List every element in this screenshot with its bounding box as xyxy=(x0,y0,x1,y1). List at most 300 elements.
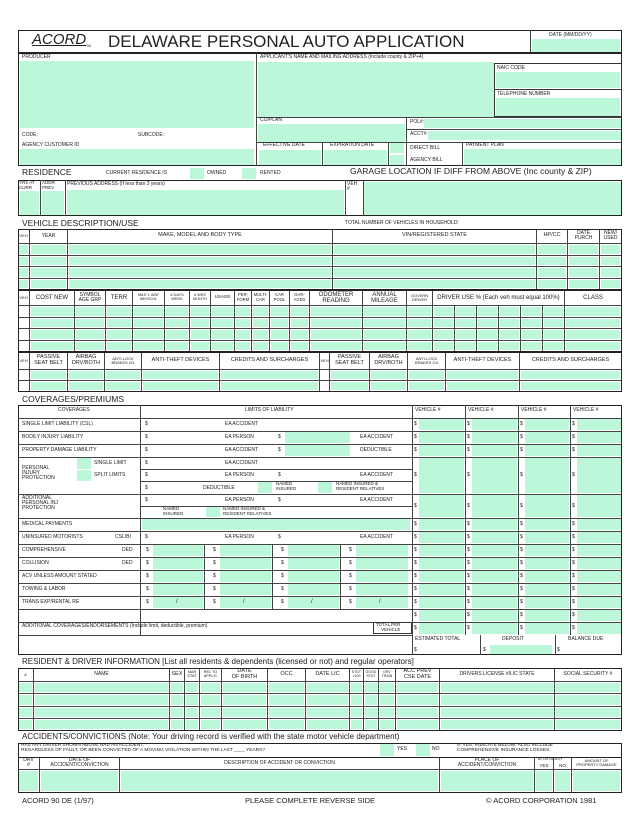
vehicle-number-header: VEHICLE # xyxy=(573,407,599,413)
agency-customer-id-field[interactable] xyxy=(20,149,254,165)
extra-vehicle-1-premium[interactable] xyxy=(419,610,464,621)
accident-no-checkbox[interactable] xyxy=(416,744,430,756)
form-id: ACORD 90 DE (1/97) xyxy=(22,796,94,805)
currency-symbol: $ xyxy=(520,472,523,478)
accident-header: DATE OF ACCIDENT/CONVICTION xyxy=(40,757,120,770)
divider xyxy=(340,544,341,557)
apip-named-insured-checkbox[interactable] xyxy=(206,507,220,517)
currency-symbol: $ xyxy=(414,612,417,618)
direct-bill-checkbox[interactable] xyxy=(390,143,404,153)
vehicle-safety-header: VEH xyxy=(18,352,30,370)
coverages-header: COVERAGES xyxy=(58,407,90,413)
addr-prev-field[interactable] xyxy=(42,191,64,215)
vehicle-use-header: COST NEW xyxy=(30,290,75,306)
towing-label: TOWING & LABOR xyxy=(22,586,66,592)
csl-vehicle-4-premium[interactable] xyxy=(577,419,621,430)
owned-label: OWNED xyxy=(207,170,227,176)
coll-vehicle-4-premium[interactable] xyxy=(577,558,621,569)
trans-limit-2-field[interactable] xyxy=(220,597,271,608)
driver-header: OCC xyxy=(268,668,306,682)
divider xyxy=(570,405,571,635)
currency-symbol: $ xyxy=(278,497,281,503)
total-per-vehicle-label: TOTAL PER VEHICLE xyxy=(376,622,401,632)
pol-field[interactable] xyxy=(424,119,621,128)
currency-symbol: $ xyxy=(349,573,352,579)
currency-symbol: $ xyxy=(278,447,281,453)
currency-symbol: $ xyxy=(520,447,523,453)
payment-plan-label: PAYMENT PLAN xyxy=(466,142,504,148)
trans-vehicle-1-premium[interactable] xyxy=(419,597,464,608)
currency-symbol: $ xyxy=(146,586,149,592)
currency-symbol: $ xyxy=(414,502,417,509)
accident-table xyxy=(18,757,622,793)
vehicle-use-header: # DAYS WEEK xyxy=(165,290,190,306)
med-vehicle-2-premium[interactable] xyxy=(472,519,517,530)
comp-limit-3-field[interactable] xyxy=(288,545,339,556)
pip-vehicle-1-premium[interactable] xyxy=(419,458,464,493)
bi-vehicle-4-premium[interactable] xyxy=(577,432,621,443)
towing-vehicle-2-premium[interactable] xyxy=(472,584,517,595)
pip-named-insured-relatives-checkbox[interactable] xyxy=(318,482,332,493)
driver-header: DATE OF BIRTH xyxy=(222,668,268,682)
vehicle-safety-header: VEH xyxy=(320,352,330,370)
drivers-title: RESIDENT & DRIVER INFORMATION [List all residents & dependents (licensed or not) and regular operators] xyxy=(22,657,414,666)
acv-limit-4-field[interactable] xyxy=(356,571,408,582)
extra-vehicle-4-premium[interactable] xyxy=(577,610,621,621)
divider xyxy=(388,142,389,166)
pip-split-limits-checkbox[interactable] xyxy=(77,470,91,481)
ea-accident-label: EA ACCIDENT xyxy=(225,421,259,427)
bi-vehicle-1-premium[interactable] xyxy=(419,432,464,443)
vehicle-safety-header: AIRBAG DRV/BOTH xyxy=(370,352,408,370)
currency-symbol: $ xyxy=(572,521,575,527)
currency-symbol: $ xyxy=(213,547,216,553)
divider xyxy=(340,557,341,570)
towing-limit-1-field[interactable] xyxy=(153,584,203,595)
ea-accident-label: EA ACCIDENT xyxy=(360,497,394,503)
divider xyxy=(256,142,622,143)
trademark: TM xyxy=(86,44,92,48)
divider xyxy=(340,596,341,609)
med-vehicle-1-premium[interactable] xyxy=(419,519,464,530)
driver-header: # xyxy=(18,668,34,682)
ea-person-label: EA PERSON xyxy=(225,534,254,540)
named-insured-label: NAMED INSURED xyxy=(276,481,297,491)
towing-vehicle-3-premium[interactable] xyxy=(525,584,569,595)
divider xyxy=(340,570,341,583)
currency-symbol: $ xyxy=(414,573,417,579)
currency-symbol: $ xyxy=(572,612,575,618)
currency-symbol: $ xyxy=(467,421,470,427)
coll-vehicle-1-premium[interactable] xyxy=(419,558,464,569)
pip-vehicle-3-premium[interactable] xyxy=(525,458,569,493)
bi-ea-accident-field[interactable] xyxy=(285,432,350,443)
expiration-date-field[interactable] xyxy=(324,150,387,165)
csl-vehicle-1-premium[interactable] xyxy=(419,419,464,430)
um-vehicle-1-premium[interactable] xyxy=(419,532,464,543)
coverages-title: COVERAGES/PREMIUMS xyxy=(22,394,125,404)
ea-accident-label: EA ACCIDENT xyxy=(360,534,394,540)
ea-accident-label: EA ACCIDENT xyxy=(360,434,394,440)
vehicle-description-header: VIN/REGISTERED STATE xyxy=(333,229,537,244)
divider xyxy=(272,557,273,570)
accident-header: YES xyxy=(535,757,554,770)
owned-checkbox[interactable] xyxy=(190,168,204,179)
direct-bill-label: DIRECT BILL xyxy=(410,145,441,151)
vehicle-description-header: DATE PURCH xyxy=(568,229,600,244)
currency-symbol: $ xyxy=(281,547,284,553)
divider xyxy=(204,596,205,609)
comp-vehicle-1-premium[interactable] xyxy=(419,545,464,556)
divider xyxy=(272,596,273,609)
towing-vehicle-1-premium[interactable] xyxy=(419,584,464,595)
apip-vehicle-4-premium[interactable] xyxy=(577,495,621,517)
comp-limit-4-field[interactable] xyxy=(356,545,408,556)
divider xyxy=(272,544,273,557)
naic-label: NAIC CODE xyxy=(497,65,525,71)
vehicle-description-header: YEAR xyxy=(30,229,68,244)
currency-symbol: $ xyxy=(349,599,352,605)
vehicle-safety-header: ANTI-THEFT DEVICES xyxy=(142,352,220,370)
deductible-label: DEDUCTIBLE xyxy=(203,485,235,491)
currency-symbol: $ xyxy=(467,447,470,453)
coll-limit-4-field[interactable] xyxy=(356,558,408,569)
vehicle-use-header: ANNUAL MILEAGE xyxy=(363,290,407,306)
divider xyxy=(322,142,323,166)
no-label: NO xyxy=(432,746,440,752)
coll-limit-1-field[interactable] xyxy=(153,558,203,569)
acct-label: ACCT#: xyxy=(410,131,428,137)
rented-checkbox[interactable] xyxy=(242,168,256,179)
coll-vehicle-3-premium[interactable] xyxy=(525,558,569,569)
acv-vehicle-4-premium[interactable] xyxy=(577,571,621,582)
currency-symbol: $ xyxy=(414,599,417,605)
towing-limit-2-field[interactable] xyxy=(220,584,271,595)
divider xyxy=(530,30,531,53)
pip-single-limit-checkbox[interactable] xyxy=(77,458,91,469)
naic-field[interactable] xyxy=(496,72,620,88)
towing-limit-3-field[interactable] xyxy=(288,584,339,595)
comp-vehicle-3-premium[interactable] xyxy=(525,545,569,556)
currency-symbol: $ xyxy=(414,547,417,553)
currency-symbol: $ xyxy=(572,599,575,605)
acord-logo: ACORD xyxy=(32,31,87,48)
rented-label: RENTED xyxy=(260,170,281,176)
currency-symbol: $ xyxy=(572,502,575,509)
vehicle-description-header: HP/CC xyxy=(537,229,568,244)
agency-bill-label: AGENCY BILL xyxy=(410,157,443,163)
driver-header: DATE LIC xyxy=(306,668,350,682)
garage-veh-label: VEH # xyxy=(347,181,358,192)
ea-person-label: EA PERSON xyxy=(225,472,254,478)
expiration-date-label: EXPIRATION DATE xyxy=(330,142,375,148)
currency-symbol: $ xyxy=(281,560,284,566)
producer-label: PRODUCER xyxy=(22,54,51,60)
pd-vehicle-3-premium[interactable] xyxy=(525,445,569,456)
vehicle-use-header: GAR- AGED xyxy=(290,290,310,306)
currency-symbol: $ xyxy=(145,447,148,453)
total-vehicle-3-premium[interactable] xyxy=(525,623,569,634)
pd-vehicle-1-premium[interactable] xyxy=(419,445,464,456)
telephone-field[interactable] xyxy=(496,98,620,116)
vehicle-use-header: # WKS MONTH xyxy=(190,290,211,306)
currency-symbol: $ xyxy=(467,625,470,631)
apip-vehicle-2-premium[interactable] xyxy=(472,495,517,517)
currency-symbol: $ xyxy=(414,560,417,566)
extra-vehicle-2-premium[interactable] xyxy=(472,610,517,621)
vehicle-title: VEHICLE DESCRIPTION/USE xyxy=(22,218,139,228)
vehicle-use-header: SYMBOL AGE GRP xyxy=(75,290,106,306)
apip-vehicle-1-premium[interactable] xyxy=(419,495,464,517)
currency-symbol: $ xyxy=(414,434,417,440)
divider xyxy=(272,583,273,596)
accident-header: PLACE OF ACCIDENT/CONVICTION xyxy=(440,757,535,770)
currency-symbol: $ xyxy=(349,547,352,553)
currency-symbol: $ xyxy=(520,599,523,605)
bi-vehicle-2-premium[interactable] xyxy=(472,432,517,443)
currency-symbol: $ xyxy=(213,599,216,605)
effective-date-label: EFFECTIVE DATE xyxy=(263,142,305,148)
total-vehicle-2-premium[interactable] xyxy=(472,623,517,634)
currency-symbol: $ xyxy=(145,534,148,540)
coll-limit-3-field[interactable] xyxy=(288,558,339,569)
acv-limit-2-field[interactable] xyxy=(220,571,271,582)
currency-symbol: $ xyxy=(213,586,216,592)
pol-label: POL#: xyxy=(410,119,425,125)
trans-limit-3-field[interactable] xyxy=(288,597,339,608)
currency-symbol: $ xyxy=(520,547,523,553)
comp-limit-2-field[interactable] xyxy=(220,545,271,556)
additional-coverages-label: ADDITIONAL COVERAGES/ENDORSEMENTS (Include limit, deductible, premium) xyxy=(22,623,208,629)
currency-symbol: $ xyxy=(572,421,575,427)
trans-vehicle-4-premium[interactable] xyxy=(577,597,621,608)
currency-symbol: $ xyxy=(145,421,148,427)
limits-header: LIMITS OF LIABILITY xyxy=(245,407,294,413)
bi-or-death-label: BI OR DEATH xyxy=(538,757,562,761)
towing-limit-4-field[interactable] xyxy=(356,584,408,595)
currency-symbol: $ xyxy=(572,472,575,478)
um-label: UNINSURED MOTORISTS xyxy=(22,534,83,540)
driver-header: REL TO APPLIC xyxy=(200,668,222,682)
currency-symbol: $ xyxy=(520,625,523,631)
comp-vehicle-2-premium[interactable] xyxy=(472,545,517,556)
towing-vehicle-4-premium[interactable] xyxy=(577,584,621,595)
driver-header: DRIVERS LICENSE #/LIC STATE xyxy=(440,668,555,682)
acv-vehicle-1-premium[interactable] xyxy=(419,571,464,582)
vehicle-safety-header: ANTI-LOCK BRAKES 2/4 xyxy=(408,352,446,370)
currency-symbol: $ xyxy=(520,586,523,592)
code-label: CODE: xyxy=(22,132,38,138)
um-vehicle-2-premium[interactable] xyxy=(472,532,517,543)
ea-accident-label: EA ACCIDENT xyxy=(360,472,394,478)
previous-address-field[interactable] xyxy=(67,190,344,215)
currency-symbol: $ xyxy=(467,586,470,592)
currency-symbol: $ xyxy=(572,560,575,566)
vehicle-number-header: VEHICLE # xyxy=(415,407,441,413)
currency-symbol: $ xyxy=(145,485,148,491)
bi-vehicle-3-premium[interactable] xyxy=(525,432,569,443)
driver-table xyxy=(18,668,622,731)
accident-header: NO xyxy=(554,757,572,770)
coplan-field[interactable] xyxy=(258,124,405,142)
pip-split-limits-label: SPLIT LIMITS xyxy=(94,472,126,478)
ea-person-label: EA PERSON xyxy=(225,497,254,503)
currency-symbol: $ xyxy=(520,560,523,566)
divider xyxy=(340,583,341,596)
deposit-field[interactable] xyxy=(490,645,552,654)
coll-vehicle-2-premium[interactable] xyxy=(472,558,517,569)
pip-named-insured-checkbox[interactable] xyxy=(258,482,272,493)
currency-symbol: $ xyxy=(467,560,470,566)
csl-label: SINGLE LIMIT LIABILITY (CSL) xyxy=(22,421,93,427)
acv-limit-1-field[interactable] xyxy=(153,571,203,582)
acv-vehicle-3-premium[interactable] xyxy=(525,571,569,582)
comp-limit-1-field[interactable] xyxy=(153,545,203,556)
currency-symbol: $ xyxy=(349,560,352,566)
accident-question: HAS ANY DRIVER SHOWN ABOVE HAD AN ACCIDENT, REGARDLESS OF FAULT, OR BEEN CONVICTED OF A MOVING VIOLATION WITHIN THE LAST ____ YEARS? xyxy=(21,743,265,753)
divider xyxy=(462,142,463,166)
vehicle-use-header: VEH xyxy=(18,290,30,306)
vehicle-number-header: VEHICLE # xyxy=(468,407,494,413)
divider xyxy=(412,405,413,635)
accidents-title: ACCIDENTS/CONVICTIONS (Note: Your driving record is verified with the state motor vehicle department) xyxy=(22,732,400,741)
payment-plan-field[interactable] xyxy=(464,149,621,165)
vehicle-number-header: VEHICLE # xyxy=(521,407,547,413)
currency-symbol: $ xyxy=(213,573,216,579)
vehicle-use-header: USAGE xyxy=(211,290,235,306)
currency-symbol: $ xyxy=(572,573,575,579)
currency-symbol: $ xyxy=(414,447,417,453)
vehicle-description-header: NEW/ USED xyxy=(600,229,622,244)
pip-label: PERSONAL INJURY PROTECTION xyxy=(22,465,55,481)
bi-label: BODILY INJURY LIABILITY xyxy=(22,434,84,440)
pip-vehicle-4-premium[interactable] xyxy=(577,458,621,493)
vehicle-description-header: MAKE, MODEL AND BODY TYPE xyxy=(68,229,333,244)
accident-yes-checkbox[interactable] xyxy=(380,744,394,756)
agency-bill-checkbox[interactable] xyxy=(390,155,404,165)
med-vehicle-3-premium[interactable] xyxy=(525,519,569,530)
vehicle-safety-header: ANTI-THEFT DEVICES xyxy=(446,352,520,370)
currency-symbol: $ xyxy=(281,586,284,592)
yrs-at-curr-field[interactable] xyxy=(20,191,39,215)
slash: / xyxy=(176,599,178,605)
previous-address-label: PREVIOUS ADDRESS (If less than 3 years) xyxy=(67,181,165,187)
divider xyxy=(406,129,622,130)
extra-vehicle-3-premium[interactable] xyxy=(525,610,569,621)
med-vehicle-4-premium[interactable] xyxy=(577,519,621,530)
vehicle-safety-header: CREDITS AND SURCHARGES xyxy=(520,352,622,370)
currency-symbol: $ xyxy=(520,502,523,509)
divider xyxy=(345,180,346,216)
pd-vehicle-4-premium[interactable] xyxy=(577,445,621,456)
total-vehicle-4-premium[interactable] xyxy=(577,623,621,634)
trans-limit-1-field[interactable] xyxy=(153,597,203,608)
currency-symbol: $ xyxy=(467,521,470,527)
currency-symbol: $ xyxy=(520,521,523,527)
date-field[interactable] xyxy=(532,39,620,52)
trans-vehicle-3-premium[interactable] xyxy=(525,597,569,608)
currency-symbol: $ xyxy=(520,573,523,579)
currency-symbol: $ xyxy=(572,586,575,592)
producer-field[interactable] xyxy=(20,61,254,128)
divider xyxy=(518,405,519,635)
currency-symbol: $ xyxy=(467,599,470,605)
divider xyxy=(204,570,205,583)
trans-vehicle-2-premium[interactable] xyxy=(472,597,517,608)
currency-symbol: $ xyxy=(145,472,148,478)
acv-vehicle-2-premium[interactable] xyxy=(472,571,517,582)
yes-label: YES xyxy=(397,746,408,752)
csl-vehicle-3-premium[interactable] xyxy=(525,419,569,430)
pd-vehicle-2-premium[interactable] xyxy=(472,445,517,456)
balance-due-label: BALANCE DUE xyxy=(568,636,604,642)
medical-payments-field[interactable] xyxy=(142,519,410,530)
currency-symbol: $ xyxy=(145,497,148,503)
acct-field[interactable] xyxy=(428,131,621,140)
currency-symbol: $ xyxy=(467,547,470,553)
divider xyxy=(40,180,41,216)
um-vehicle-3-premium[interactable] xyxy=(525,532,569,543)
vehicle-safety-header: ANTI-LOCK BRAKES 2/4 xyxy=(105,352,142,370)
accident-note: IF YES, INDICATE BELOW. ALSO INCLUDE COMPREHENSIVE INSURANCE LOSSES. xyxy=(457,743,553,753)
vehicle-use-header: TERR xyxy=(106,290,133,306)
additional-pip-label: ADDITIONAL PERSONAL INJ PROTECTION xyxy=(22,495,58,511)
comp-vehicle-4-premium[interactable] xyxy=(577,545,621,556)
garage-location-field[interactable] xyxy=(364,182,621,215)
vehicle-use-header: CAR POOL xyxy=(270,290,290,306)
vehicle-use-header: DRIVER USE % (Each veh must equal 100%) xyxy=(433,290,565,306)
driver-header: DRV TRAIN xyxy=(379,668,396,682)
divider xyxy=(465,405,466,635)
currency-symbol: $ xyxy=(349,586,352,592)
vehicle-safety-header: CREDITS AND SURCHARGES xyxy=(220,352,320,370)
csl-vehicle-2-premium[interactable] xyxy=(472,419,517,430)
currency-symbol: $ xyxy=(278,472,281,478)
vehicle-use-header: MILE 1 WAY WK/SCHL xyxy=(133,290,165,306)
coll-label: COLLISION xyxy=(22,560,49,566)
currency-symbol: $ xyxy=(414,521,417,527)
pip-single-limit-label: SINGLE LIMIT xyxy=(94,460,127,466)
vehicle-use-header: GOVERN DRIVER xyxy=(407,290,433,306)
vehicle-safety-header: AIRBAG DRV/BOTH xyxy=(68,352,105,370)
currency-symbol: $ xyxy=(520,434,523,440)
driver-header: ACC PREV CSE DATE xyxy=(396,668,440,682)
currency-symbol: $ xyxy=(520,421,523,427)
currency-symbol: $ xyxy=(414,625,417,631)
acv-label: ACV UNLESS AMOUNT STATED xyxy=(22,573,97,579)
pd-deductible-field[interactable] xyxy=(285,445,350,456)
vehicle-safety-table xyxy=(18,352,622,392)
acv-limit-3-field[interactable] xyxy=(288,571,339,582)
named-insured-relatives-label: NAMED INSURED & RESIDENT RELATIVES xyxy=(223,506,272,516)
currency-symbol: $ xyxy=(281,599,284,605)
reverse-side-note: PLEASE COMPLETE REVERSE SIDE xyxy=(245,796,376,805)
applicant-field[interactable] xyxy=(258,62,494,117)
currency-symbol: $ xyxy=(146,547,149,553)
trans-limit-4-field[interactable] xyxy=(356,597,408,608)
effective-date-field[interactable] xyxy=(259,150,321,165)
um-vehicle-4-premium[interactable] xyxy=(577,532,621,543)
coll-limit-2-field[interactable] xyxy=(220,558,271,569)
divider xyxy=(204,557,205,570)
telephone-label: TELEPHONE NUMBER xyxy=(497,91,551,97)
pip-vehicle-2-premium[interactable] xyxy=(472,458,517,493)
apip-vehicle-3-premium[interactable] xyxy=(525,495,569,517)
currency-symbol: $ xyxy=(467,434,470,440)
deductible-label: DEDUCTIBLE xyxy=(360,447,392,453)
currency-symbol: $ xyxy=(281,573,284,579)
total-vehicle-1-premium[interactable] xyxy=(419,623,464,634)
